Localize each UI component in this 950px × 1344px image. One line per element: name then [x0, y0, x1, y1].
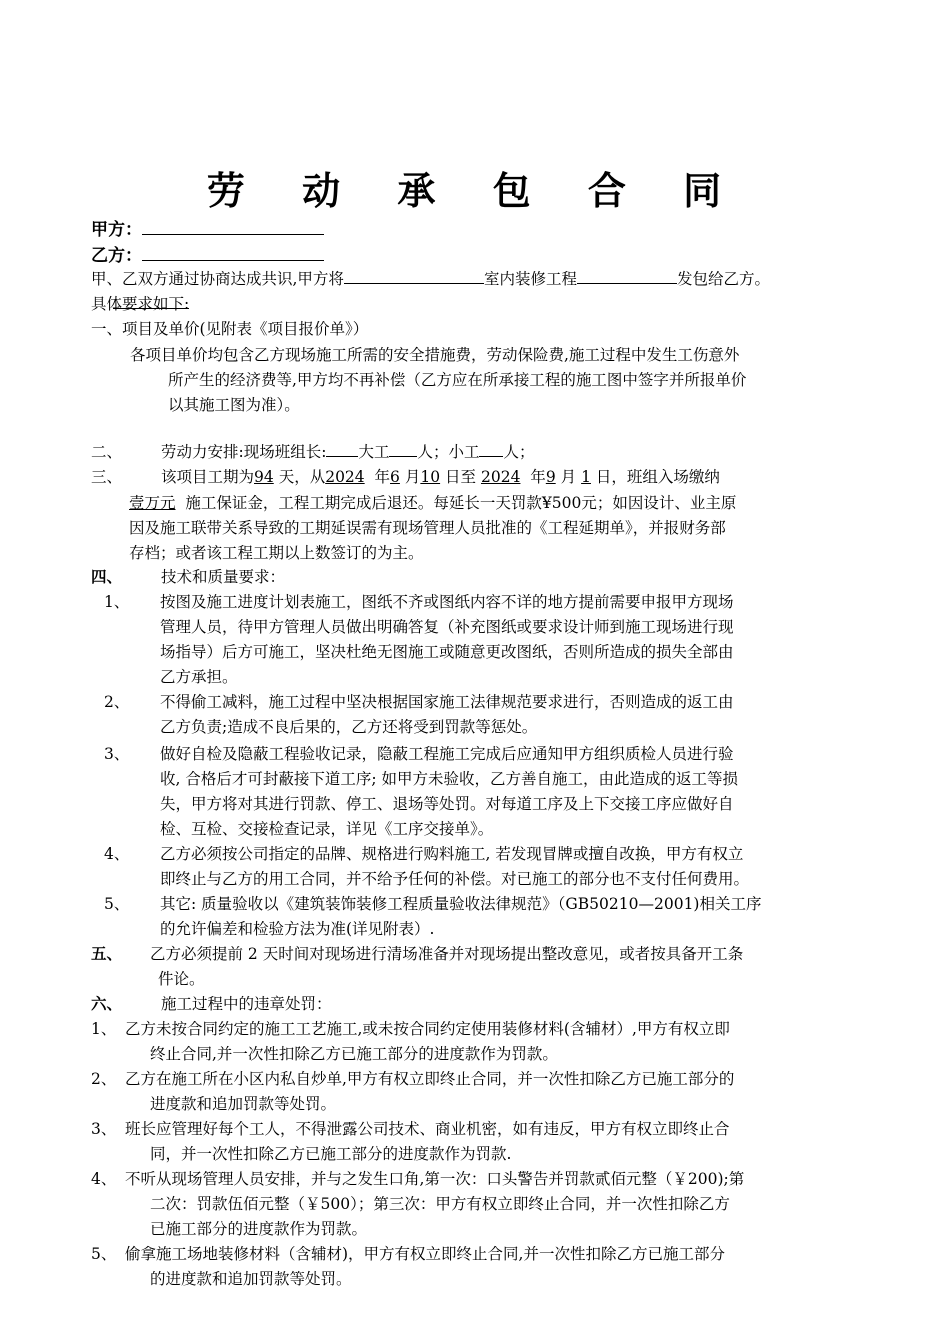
s4-item-3-text: 失，甲方将对其进行罚款、停工、退场等处罚。对每道工序及上下交接工序应做好自 [160, 795, 734, 813]
end-month: 9 [545, 468, 556, 486]
s6-item-3-number: 3、 [91, 1120, 117, 1138]
leader-blank [326, 440, 358, 457]
s6-item-5-number: 5、 [91, 1245, 117, 1263]
section-4-number: 四、 [91, 567, 123, 586]
start-day: 10 [420, 468, 441, 486]
s6-item-4-number: 4、 [91, 1170, 117, 1188]
s4-item-3-text: 做好自检及隐蔽工程验收记录，隐蔽工程施工完成后应通知甲方组织质检人员进行验 [160, 745, 734, 763]
s4-item-5-text: 的允许偏差和检验方法为准(详见附表）. [160, 920, 435, 938]
s4-item-1-text: 场指导）后方可施工，坚决杜绝无图施工或随意更改图纸，否则所造成的损失全部由 [160, 643, 734, 661]
s6-item-1-text: 终止合同,并一次性扣除乙方已施工部分的进度款作为罚款。 [150, 1045, 558, 1063]
s4-item-2-text: 乙方负责;造成不良后果的，乙方还将受到罚款等惩处。 [160, 718, 538, 736]
labor-text-3: 人；小工 [417, 443, 480, 461]
party-a-blank [142, 218, 324, 235]
section-3-line-3: 因及施工联带关系导致的工期延误需有现场管理人员批准的《工程延期单》，并报财务部 [129, 519, 726, 537]
start-month: 6 [390, 468, 400, 486]
s4-item-2-number: 2、 [104, 693, 130, 711]
period-text-b: 天，从 [278, 468, 326, 486]
s6-item-2-text: 进度款和追加罚款等处罚。 [150, 1095, 337, 1113]
s4-item-5-text: 其它: 质量验收以《建筑装饰装修工程质量验收法律规范》（GB50210—2001)相关工序 [160, 895, 762, 913]
helper-count-blank [479, 440, 503, 457]
period-text-a: 该项目工期为 [161, 468, 255, 486]
deposit-amount: 壹万元 [129, 494, 176, 512]
intro-text-2: 室内装修工程 [483, 270, 577, 288]
skilled-count-blank [389, 440, 417, 457]
s6-item-5-text: 的进度款和追加罚款等处罚。 [150, 1270, 352, 1288]
period-text-g: 月 [560, 468, 577, 486]
project-name-blank [344, 267, 484, 284]
section-3-text-2: 施工保证金，工程工期完成后退还。每延长一天罚款¥500元；如因设计、业主原 [185, 494, 737, 512]
party-b-blank [142, 244, 324, 261]
s6-item-1-number: 1、 [91, 1020, 117, 1038]
intro-text-4: 具体要求如下: [91, 295, 190, 313]
s6-item-1-text: 乙方未按合同约定的施工工艺施工,或未按合同约定使用装修材料(含辅材）,甲方有权立即 [125, 1020, 730, 1038]
document-title: 劳 动 承 包 合 同 [206, 169, 744, 213]
s6-item-4-text: 二次：罚款伍佰元整（￥500）；第三次：甲方有权立即终止合同，并一次性扣除乙方 [150, 1195, 730, 1213]
section-5-line-2: 件论。 [158, 970, 205, 988]
labor-text-4: 人； [503, 443, 535, 461]
section-3-number: 三、 [91, 468, 123, 486]
section-1-heading: 一、项目及单价(见附表《项目报价单》） [91, 320, 369, 338]
s4-item-3-text: 收, 合格后才可封蔽接下道工序; 如甲方未验收，乙方善自施工，由此造成的返工等损 [160, 770, 739, 788]
period-text-f: 年 [530, 468, 546, 486]
section-4-title: 技术和质量要求： [161, 568, 286, 586]
s4-item-1-text: 乙方承担。 [160, 668, 238, 686]
s4-item-2-text: 不得偷工减料，施工过程中坚决根据国家施工法律规范要求进行，否则造成的返工由 [160, 693, 734, 711]
period-text-e: 日至 [445, 468, 477, 486]
s4-item-5-number: 5、 [104, 895, 130, 913]
section-1-line-2: 所产生的经济费等,甲方均不再补偿（乙方应在所承接工程的施工图中签字并所报单价 [168, 371, 747, 389]
period-text-h: 日，班组入场缴纳 [595, 468, 720, 486]
project-suffix-blank [577, 267, 677, 284]
party-b-label: 乙方： [91, 246, 142, 266]
s6-item-4-text: 已施工部分的进度款作为罚款。 [150, 1220, 368, 1238]
intro-line [91, 266, 891, 292]
intro-text-3: 发包给乙方。 [676, 270, 770, 288]
end-day: 1 [581, 468, 591, 486]
s6-item-5-text: 偷拿施工场地装修材料（含辅材)，甲方有权立即终止合同,并一次性扣除乙方已施工部分 [125, 1245, 725, 1263]
period-days: 94 [254, 468, 274, 486]
s4-item-3-text: 检、互检、交接检查记录，详见《工序交接单》。 [160, 820, 494, 838]
end-year: 2024 [480, 468, 521, 486]
s4-item-1-number: 1、 [104, 593, 130, 611]
section-2-number: 二、 [91, 443, 123, 461]
s6-item-2-number: 2、 [91, 1070, 117, 1088]
intro-text-1: 甲、乙双方通过协商达成共识,甲方将 [91, 270, 344, 288]
s4-item-4-text: 即终止与乙方的用工合同，并不给予任何的补偿。对已施工的部分也不支付任何费用。 [160, 870, 750, 888]
section-3-line-4: 存档；或者该工程工期以上数签订的为主。 [129, 544, 424, 562]
section-3-text [161, 464, 720, 490]
section-5-text-1: 乙方必须提前 2 天时间对现场进行清场准备并对现场提出整改意见，或者按具备开工条 [150, 945, 744, 963]
section-5-number: 五、 [91, 944, 123, 963]
s4-item-4-text: 乙方必须按公司指定的品牌、规格进行购料施工, 若发现冒牌或擅自改换，甲方有权立 [160, 845, 744, 863]
s4-item-4-number: 4、 [104, 845, 130, 863]
s4-item-1-text: 按图及施工进度计划表施工，图纸不齐或图纸内容不详的地方提前需要申报甲方现场 [160, 593, 734, 611]
section-1-line-3: 以其施工图为准）。 [168, 396, 300, 414]
section-6-title: 施工过程中的违章处罚： [161, 995, 332, 1013]
s4-item-3-number: 3、 [104, 745, 130, 763]
labor-text-1: 劳动力安排:现场班组长: [161, 443, 327, 461]
section-3-line-2 [129, 490, 929, 516]
period-text-c: 年 [374, 468, 391, 486]
intro-line-2 [91, 291, 891, 317]
s6-item-2-text: 乙方在施工所在小区内私自炒单,甲方有权立即终止合同，并一次性扣除乙方已施工部分的 [125, 1070, 735, 1088]
party-a-line [91, 217, 891, 243]
labor-text-2: 大工 [358, 443, 390, 461]
intro-underline [113, 292, 189, 309]
period-text-d: 月 [404, 468, 421, 486]
s6-item-4-text: 不听从现场管理人员安排，并与之发生口角,第一次：口头警告并罚款贰佰元整（￥200);第 [125, 1170, 745, 1188]
section-1-line-1: 各项目单价均包含乙方现场施工所需的安全措施费，劳动保险费,施工过程中发生工伤意外 [130, 346, 740, 364]
s6-item-3-text: 班长应管理好每个工人，不得泄露公司技术、商业机密，如有违反，甲方有权立即终止合 [125, 1120, 730, 1138]
section-2-text [161, 439, 535, 465]
s4-item-1-text: 管理人员，待甲方管理人员做出明确答复（补充图纸或要求设计师到施工现场进行现 [160, 618, 734, 636]
start-year: 2024 [325, 468, 365, 486]
section-6-number: 六、 [91, 994, 123, 1013]
party-a-label: 甲方： [91, 220, 142, 240]
s6-item-3-text: 同，并一次性扣除乙方已施工部分的进度款作为罚款. [150, 1145, 512, 1163]
